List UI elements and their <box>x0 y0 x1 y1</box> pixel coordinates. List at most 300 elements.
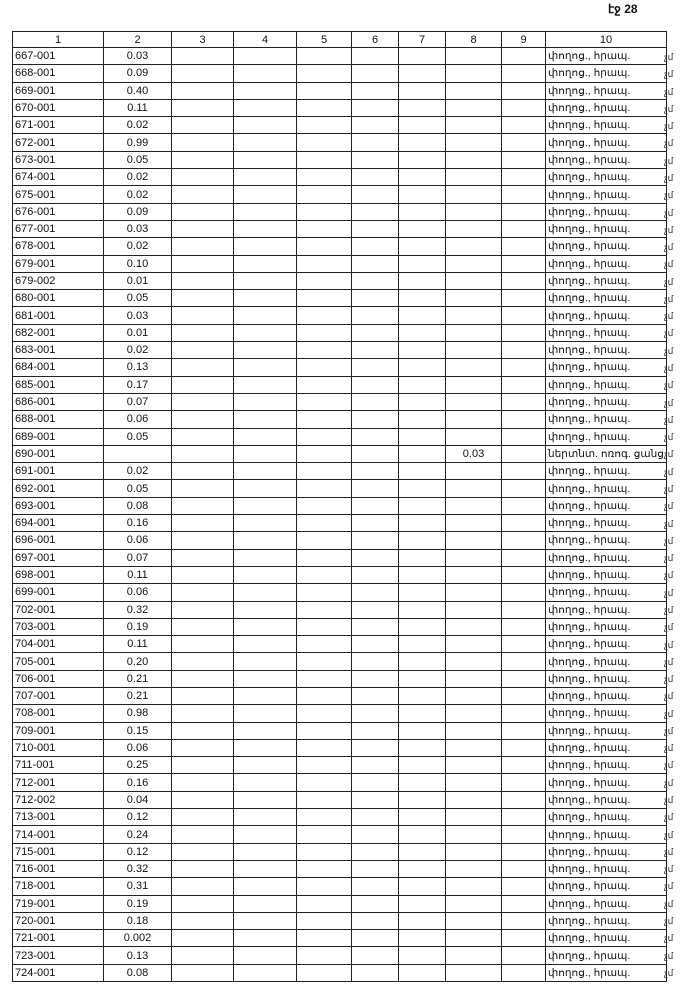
cell-empty <box>234 324 297 341</box>
irrigation-area <box>446 532 502 549</box>
cell-empty <box>297 48 352 65</box>
table-row <box>13 636 667 653</box>
cell-empty <box>352 238 399 255</box>
cell-empty <box>352 687 399 704</box>
parcel-code: 670-001 <box>13 99 104 116</box>
table-row <box>13 238 667 255</box>
cell-empty <box>234 705 297 722</box>
land-use-type: փողոց., հրապ. <box>546 117 667 134</box>
cell-empty <box>297 515 352 532</box>
cell-empty <box>399 687 446 704</box>
parcel-code: 668-001 <box>13 65 104 82</box>
parcel-code: 716-001 <box>13 860 104 877</box>
cell-empty <box>502 947 546 964</box>
area-value: 0.08 <box>104 497 172 514</box>
cell-empty <box>172 238 234 255</box>
cell-empty <box>352 878 399 895</box>
parcel-code: 676-001 <box>13 203 104 220</box>
parcel-code: 688-001 <box>13 411 104 428</box>
cell-empty <box>352 809 399 826</box>
area-value: 0.05 <box>104 480 172 497</box>
cell-empty <box>234 774 297 791</box>
irrigation-area <box>446 705 502 722</box>
cell-empty <box>297 342 352 359</box>
parcel-code: 678-001 <box>13 238 104 255</box>
cell-empty <box>172 549 234 566</box>
cell-empty <box>399 860 446 877</box>
irrigation-area <box>446 272 502 289</box>
area-value: 0.06 <box>104 411 172 428</box>
table-row <box>13 480 667 497</box>
cell-empty <box>502 532 546 549</box>
table-row <box>13 393 667 410</box>
cell-empty <box>399 826 446 843</box>
cell-empty <box>352 636 399 653</box>
column-header-3: 3 <box>172 32 234 48</box>
cell-empty <box>399 757 446 774</box>
margin-mark: չմ <box>664 172 674 183</box>
cell-empty <box>172 307 234 324</box>
cell-empty <box>352 774 399 791</box>
cell-empty <box>502 860 546 877</box>
cell-empty <box>297 860 352 877</box>
irrigation-area <box>446 117 502 134</box>
irrigation-area <box>446 757 502 774</box>
margin-mark: չմ <box>664 363 674 374</box>
land-use-type: փողոց., հրապ. <box>546 757 667 774</box>
cell-empty <box>399 878 446 895</box>
parcel-code: 706-001 <box>13 670 104 687</box>
parcel-code: 677-001 <box>13 220 104 237</box>
cell-empty <box>234 376 297 393</box>
cell-empty <box>297 653 352 670</box>
cell-empty <box>502 549 546 566</box>
irrigation-area <box>446 307 502 324</box>
land-use-type: փողոց., հրապ. <box>546 584 667 601</box>
cell-empty <box>399 359 446 376</box>
irrigation-area <box>446 324 502 341</box>
margin-mark: չմ <box>664 293 674 304</box>
column-header-2: 2 <box>104 32 172 48</box>
cell-empty <box>297 705 352 722</box>
cell-empty <box>297 428 352 445</box>
cell-empty <box>234 930 297 947</box>
cell-empty <box>234 739 297 756</box>
irrigation-area <box>446 601 502 618</box>
cell-empty <box>234 791 297 808</box>
irrigation-area <box>446 65 502 82</box>
cell-empty <box>399 843 446 860</box>
cell-empty <box>234 255 297 272</box>
cell-empty <box>352 99 399 116</box>
margin-mark: չմ <box>664 933 674 944</box>
table-row <box>13 947 667 964</box>
area-value: 0.18 <box>104 912 172 929</box>
land-use-type: փողոց., հրապ. <box>546 532 667 549</box>
cell-empty <box>297 307 352 324</box>
cell-empty <box>234 809 297 826</box>
area-value: 0.19 <box>104 618 172 635</box>
irrigation-area <box>446 393 502 410</box>
cell-empty <box>234 48 297 65</box>
margin-mark: չմ <box>664 604 674 615</box>
area-value: 0.03 <box>104 307 172 324</box>
cell-empty <box>399 272 446 289</box>
cell-empty <box>399 497 446 514</box>
cell-empty <box>352 342 399 359</box>
land-use-type: փողոց., հրապ. <box>546 290 667 307</box>
cell-empty <box>234 203 297 220</box>
irrigation-area <box>446 82 502 99</box>
cell-empty <box>399 134 446 151</box>
cell-empty <box>234 151 297 168</box>
cell-empty <box>297 220 352 237</box>
land-use-type: փողոց., հրապ. <box>546 687 667 704</box>
cell-empty <box>172 99 234 116</box>
cell-empty <box>399 618 446 635</box>
land-use-type: փողոց., հրապ. <box>546 653 667 670</box>
parcel-code: 674-001 <box>13 169 104 186</box>
cell-empty <box>352 930 399 947</box>
parcel-code: 705-001 <box>13 653 104 670</box>
cell-empty <box>172 895 234 912</box>
irrigation-area <box>446 912 502 929</box>
area-value: 0.32 <box>104 601 172 618</box>
cell-empty <box>352 393 399 410</box>
cell-empty <box>502 445 546 462</box>
parcel-code: 703-001 <box>13 618 104 635</box>
cell-empty <box>234 497 297 514</box>
land-use-type: փողոց., հրապ. <box>546 359 667 376</box>
land-use-type: փողոց., հրապ. <box>546 947 667 964</box>
area-value: 0.16 <box>104 774 172 791</box>
cell-empty <box>172 134 234 151</box>
cell-empty <box>352 653 399 670</box>
land-use-type: փողոց., հրապ. <box>546 411 667 428</box>
cell-empty <box>297 809 352 826</box>
area-value: 0.11 <box>104 99 172 116</box>
cell-empty <box>234 722 297 739</box>
margin-mark: չմ <box>664 224 674 235</box>
margin-mark: չմ <box>664 967 674 978</box>
irrigation-area <box>446 653 502 670</box>
irrigation-area <box>446 722 502 739</box>
table-row <box>13 82 667 99</box>
cell-empty <box>399 65 446 82</box>
table-row <box>13 48 667 65</box>
cell-empty <box>502 791 546 808</box>
area-value: 0.06 <box>104 532 172 549</box>
irrigation-area <box>446 878 502 895</box>
table-row <box>13 601 667 618</box>
cell-empty <box>399 636 446 653</box>
cell-empty <box>172 272 234 289</box>
margin-mark: չմ <box>664 397 674 408</box>
cell-empty <box>399 930 446 947</box>
cell-empty <box>502 411 546 428</box>
irrigation-area <box>446 497 502 514</box>
column-header-1: 1 <box>13 32 104 48</box>
table-row <box>13 757 667 774</box>
cell-empty <box>172 912 234 929</box>
cell-empty <box>399 705 446 722</box>
land-use-type: փողոց., հրապ. <box>546 134 667 151</box>
parcel-code: 673-001 <box>13 151 104 168</box>
cell-empty <box>502 705 546 722</box>
cell-empty <box>172 480 234 497</box>
land-use-type: փողոց., հրապ. <box>546 393 667 410</box>
parcel-code: 714-001 <box>13 826 104 843</box>
margin-mark: չմ <box>664 242 674 253</box>
table-row <box>13 566 667 583</box>
cell-empty <box>352 843 399 860</box>
cell-empty <box>502 912 546 929</box>
parcel-code: 712-002 <box>13 791 104 808</box>
cell-empty <box>502 359 546 376</box>
cell-empty <box>297 480 352 497</box>
margin-mark: չմ <box>664 881 674 892</box>
column-header-7: 7 <box>399 32 446 48</box>
cell-empty <box>399 203 446 220</box>
table-row <box>13 307 667 324</box>
cell-empty <box>399 48 446 65</box>
irrigation-area <box>446 376 502 393</box>
cell-empty <box>297 895 352 912</box>
cell-empty <box>172 411 234 428</box>
margin-mark: չմ <box>664 570 674 581</box>
cell-empty <box>399 964 446 981</box>
cell-empty <box>234 359 297 376</box>
cell-empty <box>352 82 399 99</box>
cell-empty <box>297 203 352 220</box>
cell-empty <box>502 722 546 739</box>
irrigation-area <box>446 134 502 151</box>
cell-empty <box>297 670 352 687</box>
table-row <box>13 324 667 341</box>
margin-mark: չմ <box>664 69 674 80</box>
cell-empty <box>234 670 297 687</box>
parcel-code: 692-001 <box>13 480 104 497</box>
cell-empty <box>352 757 399 774</box>
cell-empty <box>234 947 297 964</box>
table-row <box>13 895 667 912</box>
table-row <box>13 255 667 272</box>
land-use-type: ներտնտ. ոռոգ. ցանց <box>546 445 667 462</box>
cell-empty <box>172 860 234 877</box>
cell-empty <box>399 670 446 687</box>
irrigation-area <box>446 169 502 186</box>
cell-empty <box>234 117 297 134</box>
cell-empty <box>234 687 297 704</box>
cell-empty <box>172 463 234 480</box>
cell-empty <box>297 272 352 289</box>
margin-mark: չմ <box>664 190 674 201</box>
parcel-code: 671-001 <box>13 117 104 134</box>
cell-empty <box>399 411 446 428</box>
cell-empty <box>297 757 352 774</box>
cell-empty <box>172 186 234 203</box>
cell-empty <box>399 739 446 756</box>
cell-empty <box>502 186 546 203</box>
cell-empty <box>399 307 446 324</box>
margin-mark: չմ <box>664 86 674 97</box>
irrigation-area <box>446 860 502 877</box>
cell-empty <box>352 860 399 877</box>
margin-mark: չմ <box>664 535 674 546</box>
cell-empty <box>399 393 446 410</box>
cell-empty <box>297 618 352 635</box>
margin-mark: չմ <box>664 501 674 512</box>
cell-empty <box>234 342 297 359</box>
table-row <box>13 964 667 981</box>
irrigation-area <box>446 220 502 237</box>
land-use-type: փողոց., հրապ. <box>546 912 667 929</box>
table-row <box>13 169 667 186</box>
cell-empty <box>352 203 399 220</box>
cell-empty <box>234 964 297 981</box>
area-value: 0.31 <box>104 878 172 895</box>
parcel-code: 698-001 <box>13 566 104 583</box>
cell-empty <box>297 255 352 272</box>
cell-empty <box>234 636 297 653</box>
cell-empty <box>172 203 234 220</box>
parcel-code: 697-001 <box>13 549 104 566</box>
parcel-code: 669-001 <box>13 82 104 99</box>
cell-empty <box>234 601 297 618</box>
margin-mark: չմ <box>664 155 674 166</box>
land-use-type: փողոց., հրապ. <box>546 930 667 947</box>
cell-empty <box>172 791 234 808</box>
cell-empty <box>172 636 234 653</box>
land-use-type: փողոց., հրապ. <box>546 376 667 393</box>
parcel-code: 719-001 <box>13 895 104 912</box>
cell-empty <box>297 601 352 618</box>
parcel-code: 684-001 <box>13 359 104 376</box>
parcel-code: 679-002 <box>13 272 104 289</box>
area-value: 0.08 <box>104 964 172 981</box>
cell-empty <box>172 342 234 359</box>
cell-empty <box>399 480 446 497</box>
cell-empty <box>352 964 399 981</box>
margin-mark: չմ <box>664 380 674 391</box>
column-header-4: 4 <box>234 32 297 48</box>
irrigation-area <box>446 791 502 808</box>
cell-empty <box>234 549 297 566</box>
cell-empty <box>297 411 352 428</box>
table-row <box>13 912 667 929</box>
cell-empty <box>297 82 352 99</box>
land-use-type: փողոց., հրապ. <box>546 739 667 756</box>
cell-empty <box>297 791 352 808</box>
cell-empty <box>502 601 546 618</box>
irrigation-area <box>446 515 502 532</box>
cell-empty <box>399 99 446 116</box>
land-use-type: փողոց., հրապ. <box>546 791 667 808</box>
cell-empty <box>234 272 297 289</box>
land-use-type: փողոց., հրապ. <box>546 843 667 860</box>
cell-empty <box>234 220 297 237</box>
irrigation-area <box>446 549 502 566</box>
cell-empty <box>172 65 234 82</box>
table-row <box>13 342 667 359</box>
area-value: 0.98 <box>104 705 172 722</box>
table-row <box>13 376 667 393</box>
land-use-type: փողոց., հրապ. <box>546 169 667 186</box>
cell-empty <box>172 393 234 410</box>
land-use-type: փողոց., հրապ. <box>546 220 667 237</box>
parcel-code: 689-001 <box>13 428 104 445</box>
cell-empty <box>352 290 399 307</box>
cell-empty <box>234 532 297 549</box>
cell-empty <box>297 739 352 756</box>
cell-empty <box>297 878 352 895</box>
cell-empty <box>234 653 297 670</box>
cell-empty <box>352 134 399 151</box>
area-value: 0.09 <box>104 203 172 220</box>
cell-empty <box>234 584 297 601</box>
cell-empty <box>172 601 234 618</box>
parcel-code: 724-001 <box>13 964 104 981</box>
land-use-type: փողոց., հրապ. <box>546 860 667 877</box>
cell-empty <box>352 220 399 237</box>
cell-empty <box>297 584 352 601</box>
area-value: 0.21 <box>104 687 172 704</box>
irrigation-area <box>446 930 502 947</box>
cell-empty <box>502 376 546 393</box>
cell-empty <box>297 930 352 947</box>
cell-empty <box>297 186 352 203</box>
land-use-type: փողոց., հրապ. <box>546 618 667 635</box>
cell-empty <box>502 463 546 480</box>
cell-empty <box>352 566 399 583</box>
parcel-code: 702-001 <box>13 601 104 618</box>
table-row <box>13 532 667 549</box>
irrigation-area <box>446 618 502 635</box>
cell-empty <box>502 809 546 826</box>
parcel-code: 667-001 <box>13 48 104 65</box>
cell-empty <box>399 722 446 739</box>
cell-empty <box>502 238 546 255</box>
parcel-code: 707-001 <box>13 687 104 704</box>
cell-empty <box>352 272 399 289</box>
area-value: 0.06 <box>104 584 172 601</box>
cell-empty <box>172 705 234 722</box>
cell-empty <box>234 515 297 532</box>
cell-empty <box>297 393 352 410</box>
margin-mark: չմ <box>664 829 674 840</box>
cell-empty <box>234 134 297 151</box>
area-value: 0.19 <box>104 895 172 912</box>
cell-empty <box>502 584 546 601</box>
cell-empty <box>234 307 297 324</box>
cell-empty <box>297 566 352 583</box>
margin-mark: չմ <box>664 259 674 270</box>
margin-mark: չմ <box>664 812 674 823</box>
parcel-code: 693-001 <box>13 497 104 514</box>
land-use-type: փողոց., հրապ. <box>546 48 667 65</box>
cell-empty <box>297 445 352 462</box>
cell-empty <box>352 169 399 186</box>
area-value: 0.21 <box>104 670 172 687</box>
cell-empty <box>172 532 234 549</box>
cell-empty <box>502 151 546 168</box>
cell-empty <box>502 515 546 532</box>
cell-empty <box>172 428 234 445</box>
cell-empty <box>172 584 234 601</box>
land-use-type: փողոց., հրապ. <box>546 307 667 324</box>
cell-empty <box>502 497 546 514</box>
cell-empty <box>352 722 399 739</box>
